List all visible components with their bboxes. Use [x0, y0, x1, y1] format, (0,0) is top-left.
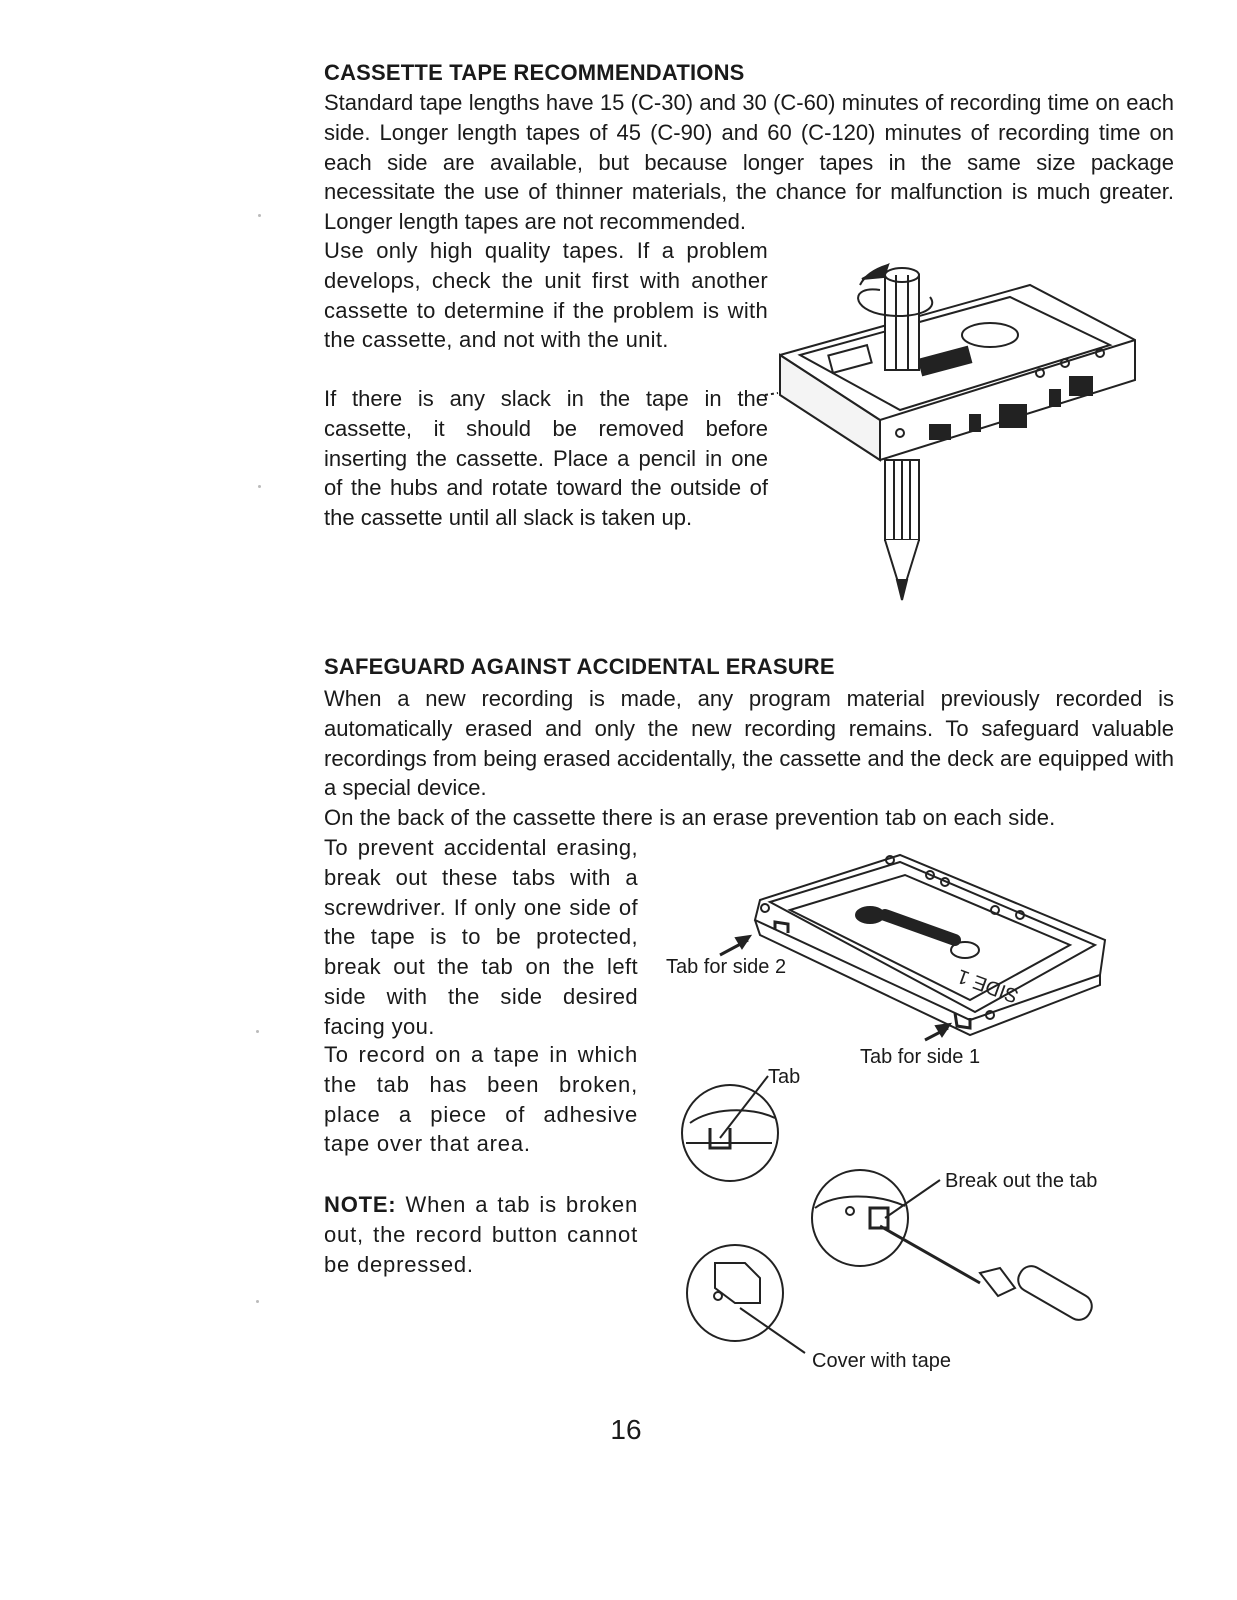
tab-detail-illustration: [680, 1068, 1130, 1368]
scan-speck: [258, 485, 261, 488]
note-paragraph: [324, 1190, 638, 1279]
erase-tab-paragraph: On the back of the cassette there is an erase prevention tab on each side.: [324, 805, 1056, 830]
cover-with-tape-label: Cover with tape: [812, 1350, 951, 1372]
tab-label: Tab: [768, 1066, 801, 1088]
new-recording-paragraph: When a new recording is made, any program material previously recorded is automatically erased and only the new recording remains. To safeguard valuable recordings from being erased accidentally, the cassette and the deck are equipped with a special device.: [324, 686, 1174, 801]
note-label: NOTE:: [324, 1192, 397, 1217]
tape-slack-paragraph: If there is any slack in the tape in the cassette, it should be removed before inserting the cassette. Place a pencil in one of the hubs and rotate toward the outside of the cassette until all slack is taken up.: [324, 386, 768, 531]
scan-speck: [256, 1030, 259, 1033]
section-heading-accidental-erasure: SAFEGUARD AGAINST ACCIDENTAL ERASURE: [324, 654, 835, 679]
tab-side-1-label: Tab for side 1: [860, 1046, 981, 1068]
tape-lengths-paragraph: Standard tape lengths have 15 (C-30) and 30 (C-60) minutes of recording time on each side. Longer length tapes of 45 (C-90) and 60 (C-120) minutes of recording time on each side are available, but because longer tapes in the same size package necessitate the use of thinner materials, the chance for malfunction is much greater. Longer length tapes are not recommended.: [324, 90, 1174, 235]
break-tabs-paragraph: To prevent accidental erasing, break out these tabs with a screwdriver. If only one side of the tape is to be protected, break out the tab on the left side with the side desired facing you.: [324, 835, 638, 1039]
scan-speck: [256, 1300, 259, 1303]
section-heading-cassette-recommendations: CASSETTE TAPE RECOMMENDATIONS: [324, 60, 745, 85]
note-text: When a tab is broken out, the record button cannot be depressed.: [324, 1192, 638, 1277]
quality-tapes-paragraph: Use only high quality tapes. If a problem develops, check the unit first with another cassette to determine if the problem is with the cassette, and not with the unit.: [324, 238, 768, 353]
tab-side-2-label: Tab for side 2: [666, 956, 787, 978]
break-out-tab-label: Break out the tab: [945, 1170, 1098, 1192]
page-number: 16: [610, 1414, 642, 1445]
cassette-tabs-illustration: [700, 840, 1120, 1050]
adhesive-tape-paragraph: To record on a tape in which the tab has been broken, place a piece of adhesive tape over that area.: [324, 1042, 638, 1157]
cassette-side-label: SIDE 1: [954, 964, 1022, 1007]
scan-speck: [258, 214, 261, 217]
pencil-cassette-illustration: [770, 255, 1150, 615]
